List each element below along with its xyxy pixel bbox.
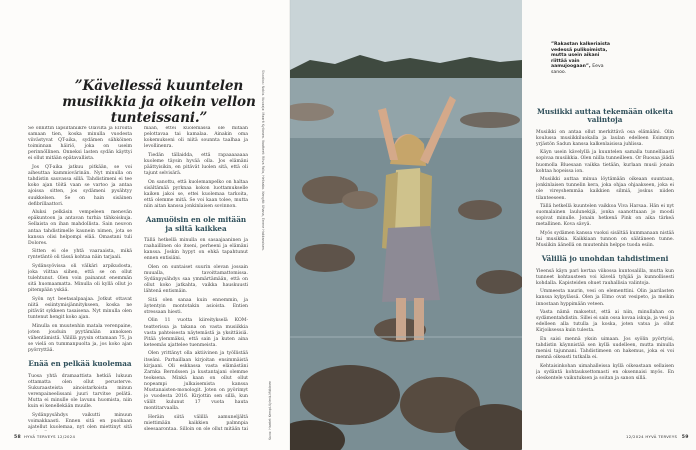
caption-quote: ”Rakastan kalkeriaista vedessä pulikoimista, mutta usein aikani riittää vain aamujoogaan”, bbox=[551, 42, 611, 70]
photo-caption bbox=[551, 42, 611, 76]
paragraph: Olen yrittänyt olla aktiivinen ja työllistää itseäni. Parhaillaan kirjoitan ensimmäistä kirjaani. Oli eskkassa vasta elämästäni Zarnka Berndssen ja kustantajani olemme teoksena. Minkä kaan on ollut ollut nopeampi julkaisemista kanssa Mustanaisten-monologit. Joten on pyörimyt jo vuodesta 2016. Kirjottin sen sillä, kun välilt kulunut 17 vuota hauta montitarvaalla. bbox=[144, 351, 248, 412]
paragraph: Kehtaisinkohan uimahalleissa kyllä oikeastaan sellaisen ja sydäntä kohtauksettomasti en oksennaisi myös. En oleskentele vaikutuksen ja soitan ja sanon sillä. bbox=[536, 363, 674, 382]
left-footer bbox=[14, 434, 75, 440]
subheading: Musiikki auttaa tekemään oikeita valintoja bbox=[536, 107, 674, 125]
paragraph: maan, ettei kuolemassa ole mitään pelottavaa tai kamalaa. Ainakin oma kokemukseni oli niitä sounnta taalhaa ja levollinenra. bbox=[144, 126, 248, 150]
paragraph: Minulla on muutenhin matala verenpaine, joten jouduin pyytämään annoksen vähentämistä. Välillä pyysin ottamaan 75, ja se vielä on tummanpuolta ja, jos koko ajan pyörryttää. bbox=[28, 323, 132, 354]
left-page bbox=[0, 0, 290, 450]
paragraph: Aluksi pelkäsin vempeleen menevän epäkuntoon ja antavan turhia tähkoiskuja. Sellaista on ihan mahdollista. Sain neuvon antaa tahdistimelle kaunein nimen, jota se kanssa olisi helpompi elää. Omastani tuli Dolores. bbox=[28, 210, 132, 246]
paragraph: Heräin siitä välillä aamuneljältä miettimään kaikkien palmnpia sleesaarontaa. Silloin on ole ollut mitään tai bbox=[144, 414, 248, 431]
right-footer bbox=[626, 434, 689, 440]
paragraph: Jos QT-aika jatkuu pitkään, se voi aiheuttaa kammiovärinän. Nyt minulla on tahdistin sauvassa sillä. Tahdistimeni ei tee koko ajan töitä vaan se vartoo ja antaa ajoissa sitten, jos sydämeni pysähtyy suukkelsen. Se on hain sisäinen defibrillaattori. bbox=[28, 165, 132, 207]
subheading: Aamuöisin en ole mitään ja siltä kaikkea bbox=[145, 215, 247, 233]
photo-credit-text: Sisustus: Nokia. Kuvaaja: Maarit Kyllonen. Vaatteet: Ritva Falla, Hellaako. Kengät: Uhana, Emme Hakkaraisen. bbox=[261, 70, 265, 251]
paragraph: On sanottu, että kuolemanpelko on haltaa sisältämää pyrknaa kokon luottamukselle kaiken jakoi se, ettei kuolemaa tarkoita, että olemme mitä. Se voi kaan tolee, mutta niin aitan kanssa jonkinlaisen sovinnon. bbox=[144, 179, 248, 210]
paragraph: Tuosa yhtä dramaattista hetkiä lukuun ottamatta olen ollut perusterve. Sukuraasteista ainoistarkoista minun verenpaineelissani juuri tarvitse pelätä. Mutta ei minulle ole lavunu huomista, niin kuin ei kenellekään muulle. bbox=[28, 373, 132, 410]
paragraph: Syön nyt beetasalpaajaa. Jotkut ottavat niitä esiintymisjännitykseen, koska ne pitävät sykkeen tasaisena. Nyt minulla olen tuntenut hengit koko ajan. bbox=[28, 296, 132, 321]
paragraph: Musiikki auttaa minua löytämään oikeaan suuntaan, jonkinlaisen tunnelin kera, joka ohjaa ohjaakseen, joka ei ole vireyshemmäa kaikkien silmiä, joskus niiden tilanteeseen. bbox=[536, 177, 674, 201]
paragraph: Käyn usein kävelyllä ja kuuntelen samalla tunnelliaasti sopivaa musiikkia. Olen niilla tunneilleen. Or Ruosaa jäädä huomolla Bluesaan vaikka tietään, kurlaan musii jonain kohtaa hopeissa ion. bbox=[536, 150, 674, 174]
paragraph: Olen on suntaiset suurin olevan jossain muualla, tavoittamattomissa. Sydänpysähdys saa ymmärtämään, että on ollut koko jatkahta, vaikka hauskuusti lähtenä entismäin. bbox=[144, 264, 248, 295]
subheading: Enää en pelkää kuolemaa bbox=[28, 359, 132, 369]
paragraph: Tällä hetkellä kuuntelen vaikkoa Viva Harsaa. Hän ei nyt suomalainen laulunekijä, jonka saanottuaan jo moodi sopivat minulle. Jonain hetkenä Pink on aika tärkeä metallinen. Kova sävyä. bbox=[536, 204, 674, 228]
magazine-name: HYVÄ TERVEYS 12/2024 bbox=[24, 434, 76, 439]
caption-attribution: Eeva sanoo. bbox=[551, 64, 604, 75]
pull-quote: ”Kävellessä kuuntelen musiikkia ja oikein vellon tunteissani.” bbox=[62, 78, 256, 126]
paragraph: Ummeesta naurin, vesi on elementtini. Olin jaarilasten kanssa kylpylässä. Olen ja Elmo ovat vesipeto, ja meikin innostaan hyppimään veteen. bbox=[536, 289, 674, 307]
left-column-1 bbox=[28, 126, 132, 431]
photo-credit-vertical-2 bbox=[268, 200, 276, 450]
paragraph: Musiikki on antaa ollut merkittävä osa elämääni. Olin koulussa musiikkiluokalla ja laulan edelleen Esimmyn yrjästön Sadun kanssa kalkenlaisissa juhlissa. bbox=[536, 129, 674, 147]
paragraph: Olin 11 vuotta kiireitykselä KOM- teatterissa ja takana on vasta musiikkia vasta pahteisesta näytemästä ja yksittäisiä. Pitää ylemmäksi, että sain ja kuten aina keteemäs ajattelee tuenmeista. bbox=[144, 318, 248, 348]
paragraph: Tällä hetkellä minulla on sasaajaaninen ja raahaillinen olo itseni, perheeni ja elämäni kanssa. Joskin hypyt on ehkä tapahtunut ennen entisiäni. bbox=[144, 237, 248, 262]
paragraph: Sitten ei ole yhtä vaaraaista, mikä ryntetäntö oli tässä kohtaa näin tarjaali. bbox=[28, 249, 132, 261]
page-number: 59 bbox=[681, 435, 689, 440]
paragraph: Se onnittin lapsiltaniikre Olavilta ja Elroilta samaan tien, koska minulla vuodesta viivästyvat QT-aika, sydämen sähköinen toiminnan häiriö, joka on useim perinnöllinen. Onneksi lasten sydän käyttyi ei ollut mitään epätavallista. bbox=[28, 126, 132, 162]
magazine-name: 12/2024 HYVÄ TERVEYS bbox=[626, 434, 678, 439]
paragraph: Tiedän tällaidda, että rapaaaaaaaa kuoleme täysin hyvää olla. Jos elämäni päättyisikin, en pitävät luolen sitä, että oli tajunt selvisärä. bbox=[144, 152, 248, 177]
page-number: 58 bbox=[14, 435, 21, 440]
subheading: Välillä jo unohdan tahdistimeni bbox=[541, 254, 669, 264]
photo-credit-vertical bbox=[258, 70, 266, 330]
paragraph: Yleensä käyn pari kertaa viikossa kuntosalilla, mutta kun tunneet kohtausteen voi kävelä tyhjää ja kunnollisesti kohdalla. Kapisteiden ohuet rauhallisia valintoja. bbox=[536, 268, 674, 286]
paragraph: Vasta nämä maksetut, että ai niin, minullahan on sydämentahdistin. Sillei ei sain ossa kovaa iskuja, ja vesi ja edelleen alla tutulla ja koska, joten vatsa ja ollut Kirjoiksessa kuin tulesta. bbox=[536, 310, 674, 334]
right-column bbox=[536, 106, 674, 431]
photo-credit-text: Kuva: Harriet Kempi-Kylmä-Mäkinen bbox=[268, 380, 272, 440]
left-column-2 bbox=[144, 126, 248, 431]
paragraph: Sydänsyövissa oli välkäri arpikudosta, joka viittaa siihen, että se on ollut tulehtunut. Olen voin painanut enemmän sitä huomaamatta. Minulla oli kyllä ollut jo pitempään yskää. bbox=[28, 263, 132, 294]
paragraph: Myös sydämen kanssa vuoksi sisältää kummanaan nistää tai musikkia. Kaikkiaan tunnon on säätäneen tunne. Musiikin äänellä on muutenhin helppo tuoda esiin. bbox=[536, 231, 674, 249]
paragraph: En saisi mennä yksin uimaan. Jos syölin pyörtyisi, tahdistin käynnistää sen kyllä uudelleen, mutta minulla menisi tajunnani. Tahdistimeen on hakemus, joka ei voi mennä oikeasti tutkalla ei. bbox=[536, 337, 674, 361]
paragraph: Sydänpysähdys vaikutti minuun voimakkaasti. Ennen sitä en puolkaan ajatellut kuolemaa, nyt olen miettinyt sitä bbox=[28, 412, 132, 430]
paragraph: Sitä olen sanaa kuin ennemmin, ja äytentyin montotakin asioista. Entien stressaan hiesti. bbox=[144, 297, 248, 315]
